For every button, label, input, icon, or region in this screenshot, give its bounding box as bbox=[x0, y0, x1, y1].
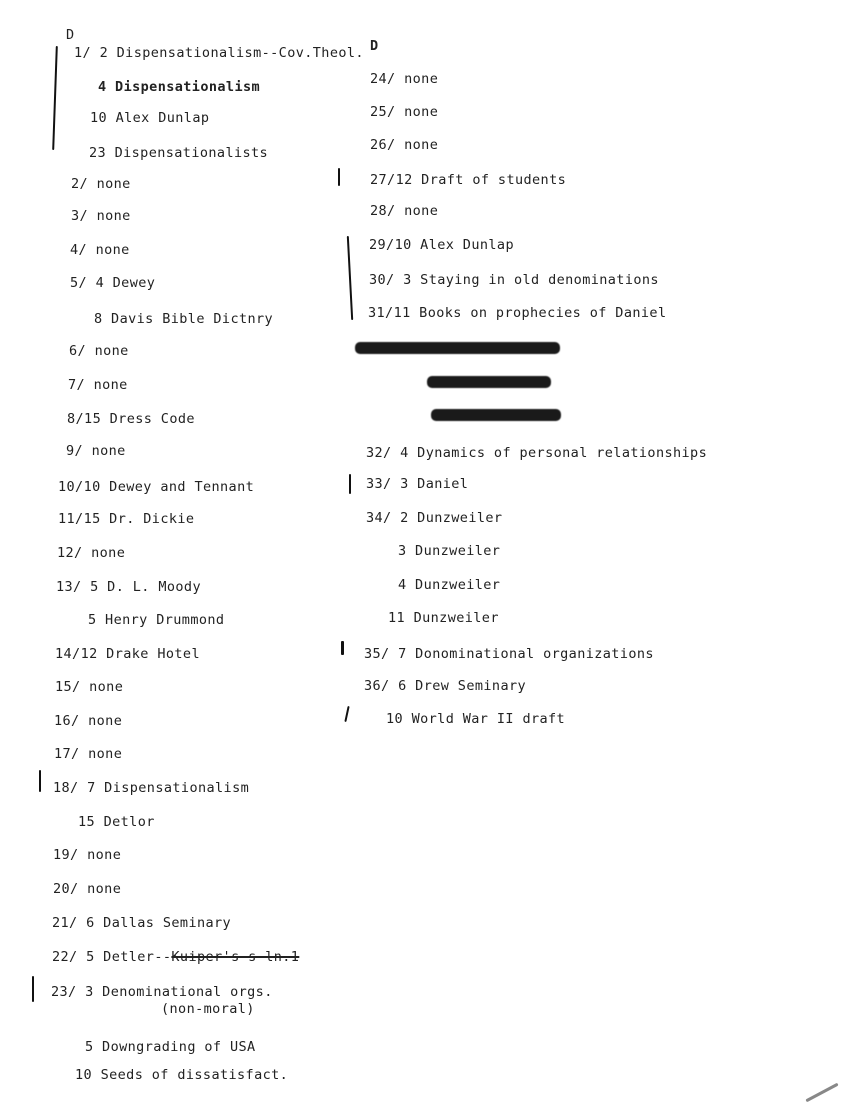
index-entry: 8 Davis Bible Dictnry bbox=[94, 311, 274, 327]
index-entry: 29/10 Alex Dunlap bbox=[369, 237, 514, 253]
index-entry: 10 World War II draft bbox=[386, 711, 566, 727]
index-entry: 14/12 Drake Hotel bbox=[55, 646, 200, 662]
index-entry: 34/ 2 Dunzweiler bbox=[366, 510, 503, 526]
index-entry: 4 Dunzweiler bbox=[398, 577, 501, 593]
index-entry: 31/11 Books on prophecies of Daniel bbox=[368, 305, 667, 321]
index-entry: 1/ 2 Dispensationalism--Cov.Theol. bbox=[74, 45, 364, 61]
margin-bracket-mark bbox=[347, 236, 353, 320]
index-entry: 17/ none bbox=[54, 746, 123, 762]
index-entry: 18/ 7 Dispensationalism bbox=[53, 780, 250, 796]
index-entry: 9/ none bbox=[66, 443, 126, 459]
index-entry: 25/ none bbox=[370, 104, 439, 120]
index-entry: 23/ 3 Denominational orgs. bbox=[51, 984, 273, 1000]
margin-tick-mark bbox=[344, 706, 349, 722]
index-entry: 27/12 Draft of students bbox=[370, 172, 567, 188]
index-entry: 21/ 6 Dallas Seminary bbox=[52, 915, 232, 931]
index-entry: 5/ 4 Dewey bbox=[70, 275, 156, 291]
margin-tick-mark bbox=[32, 976, 34, 1002]
index-entry: 15/ none bbox=[55, 679, 124, 695]
index-entry: 5 Henry Drummond bbox=[88, 612, 225, 628]
right-column-header: D bbox=[370, 38, 379, 54]
margin-tick-mark bbox=[39, 770, 41, 792]
index-entry: 30/ 3 Staying in old denominations bbox=[369, 272, 659, 288]
index-entry: 32/ 4 Dynamics of personal relationships bbox=[366, 445, 708, 461]
index-entry: 11 Dunzweiler bbox=[388, 610, 499, 626]
index-entry: 5 Downgrading of USA bbox=[85, 1039, 256, 1055]
index-entry: 33/ 3 Daniel bbox=[366, 476, 469, 492]
margin-tick-mark bbox=[338, 168, 340, 186]
index-entry: 2/ none bbox=[71, 176, 131, 192]
index-entry: 36/ 6 Drew Seminary bbox=[364, 678, 527, 694]
index-entry: 16/ none bbox=[54, 713, 123, 729]
margin-tick-mark bbox=[349, 474, 351, 494]
index-entry: 35/ 7 Donominational organizations bbox=[364, 646, 654, 662]
scan-smudge bbox=[805, 1083, 838, 1102]
index-entry: 3/ none bbox=[71, 208, 131, 224]
margin-tick-mark bbox=[341, 641, 344, 655]
index-entry: 13/ 5 D. L. Moody bbox=[56, 579, 201, 595]
index-entry: 4 Dispensationalism bbox=[98, 79, 261, 95]
entry-text: 22/ 5 Detler-- bbox=[52, 949, 172, 965]
index-entry bbox=[52, 949, 299, 965]
index-entry: 4/ none bbox=[70, 242, 130, 258]
struck-out-text: Kuiper's s ln.1 bbox=[171, 949, 300, 965]
index-entry: 12/ none bbox=[57, 545, 126, 561]
index-entry: 11/15 Dr. Dickie bbox=[58, 511, 195, 527]
index-entry: 7/ none bbox=[68, 377, 128, 393]
index-entry-continuation: (non-moral) bbox=[161, 1001, 255, 1017]
index-entry: 10 Alex Dunlap bbox=[90, 110, 210, 126]
margin-bracket-mark bbox=[52, 46, 58, 150]
index-entry: 20/ none bbox=[53, 881, 122, 897]
index-entry: 24/ none bbox=[370, 71, 439, 87]
index-entry: 19/ none bbox=[53, 847, 122, 863]
index-entry: 15 Detlor bbox=[78, 814, 155, 830]
redaction-bar bbox=[355, 342, 560, 354]
index-entry: 10/10 Dewey and Tennant bbox=[58, 479, 255, 495]
index-entry: 10 Seeds of dissatisfact. bbox=[75, 1067, 289, 1083]
index-entry: 28/ none bbox=[370, 203, 439, 219]
index-entry: 26/ none bbox=[370, 137, 439, 153]
index-entry: 3 Dunzweiler bbox=[398, 543, 501, 559]
index-entry: 6/ none bbox=[69, 343, 129, 359]
index-entry: 8/15 Dress Code bbox=[67, 411, 195, 427]
redaction-bar bbox=[427, 376, 551, 388]
left-column-header: D bbox=[66, 27, 75, 43]
index-entry: 23 Dispensationalists bbox=[89, 145, 269, 161]
redaction-bar bbox=[431, 409, 561, 421]
